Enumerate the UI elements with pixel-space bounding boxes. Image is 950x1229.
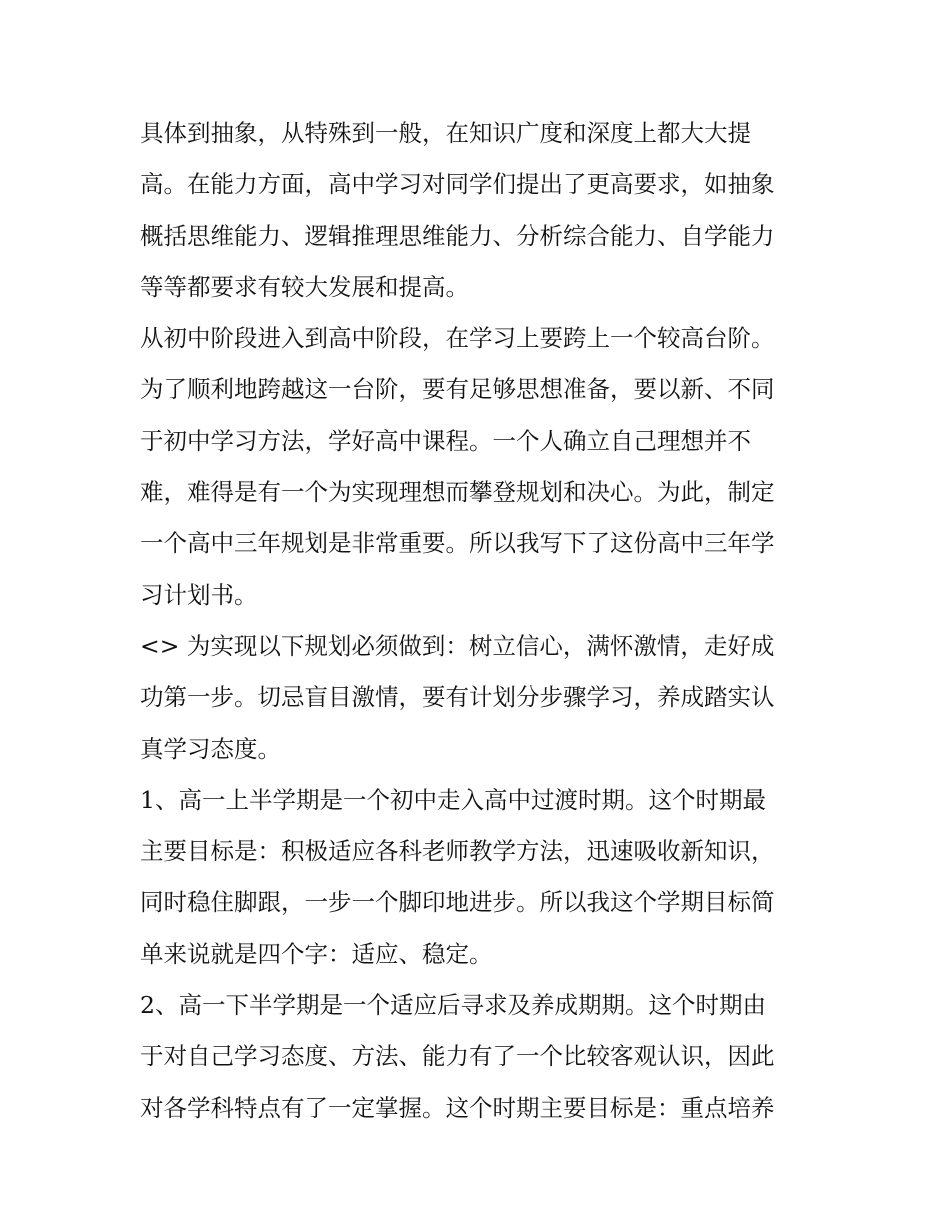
text-line: 难，难得是有一个为实现理想而攀登规划和决心。为此，制定 <box>140 478 775 507</box>
text-line: 于初中学习方法，学好高中课程。一个人确立自己理想并不 <box>140 426 751 455</box>
text-line: 等等都要求有较大发展和提高。 <box>140 272 469 301</box>
text-line: 为了顺利地跨越这一台阶，要有足够思想准备，要以新、不同 <box>140 375 775 404</box>
text-line: 对各学科特点有了一定掌握。这个时期主要目标是：重点培养 <box>140 1093 775 1122</box>
text-line: <> 为实现以下规划必须做到：树立信心，满怀激情，走好成 <box>140 631 775 660</box>
text-line: 具体到抽象，从特殊到一般，在知识广度和深度上都大大提 <box>140 119 751 147</box>
text-line: 一个高中三年规划是非常重要。所以我写下了这份高中三年学 <box>140 529 775 558</box>
text-line: 同时稳住脚跟，一步一个脚印地进步。所以我这个学期目标简 <box>140 888 775 917</box>
text-line: 高。在能力方面，高中学习对同学们提出了更高要求，如抽象 <box>140 170 775 199</box>
text-line: 主要目标是：积极适应各科老师教学方法，迅速吸收新知识， <box>140 837 775 866</box>
text-line: 于对自己学习态度、方法、能力有了一个比较客观认识，因此 <box>140 1042 775 1071</box>
document-page <box>140 108 820 1134</box>
text-line: 2、高一下半学期是一个适应后寻求及养成期期。这个时期由 <box>140 991 766 1020</box>
text-line: 1、高一上半学期是一个初中走入高中过渡时期。这个时期最 <box>140 785 766 814</box>
text-line: 从初中阶段进入到高中阶段，在学习上要跨上一个较高台阶。 <box>140 324 775 353</box>
text-line: 功第一步。切忌盲目激情，要有计划分步骤学习，养成踏实认 <box>140 683 775 712</box>
text-line: 习计划书。 <box>140 580 258 609</box>
text-line: 概括思维能力、逻辑推理思维能力、分析综合能力、自学能力 <box>140 221 775 250</box>
text-line: 单来说就是四个字：适应、稳定。 <box>140 939 493 968</box>
text-line: 真学习态度。 <box>140 734 281 763</box>
